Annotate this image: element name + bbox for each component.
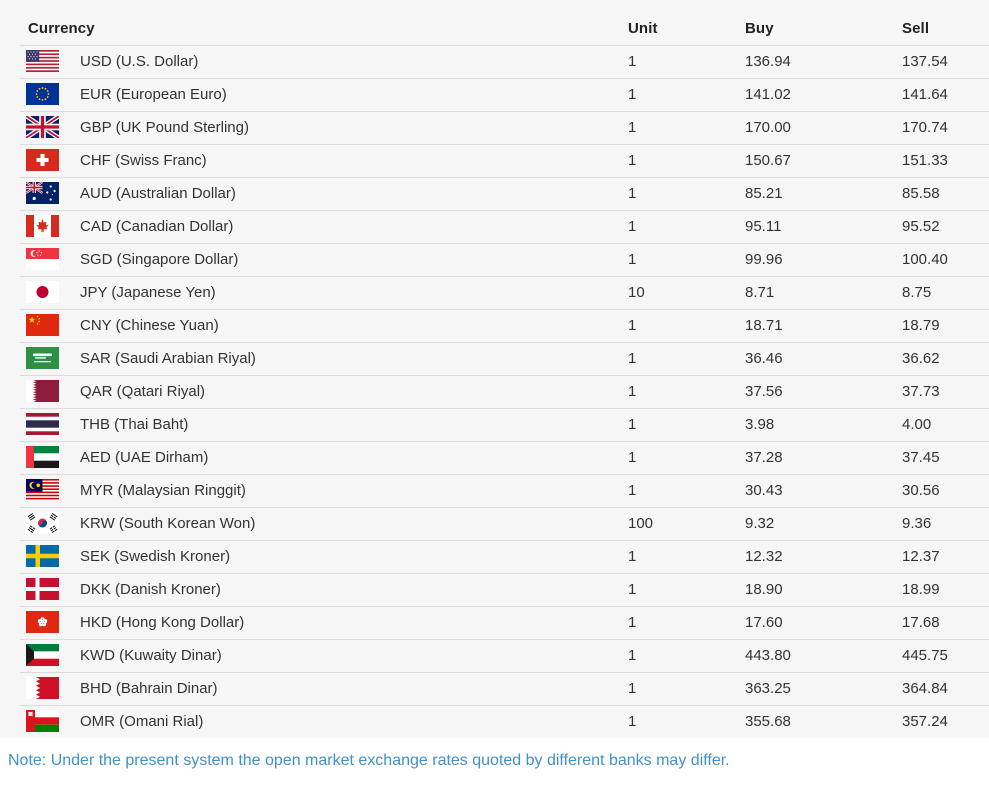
- sell-rate: 37.73: [902, 383, 940, 400]
- au-flag-icon: [26, 182, 59, 204]
- currency-name: KRW (South Korean Won): [80, 515, 256, 532]
- table-row: [0, 276, 989, 309]
- buy-rate: 95.11: [745, 218, 782, 235]
- my-flag-icon: [26, 479, 59, 501]
- sell-rate: 364.84: [902, 680, 948, 697]
- table-row: [0, 45, 989, 78]
- unit-value: 1: [628, 86, 637, 103]
- buy-rate: 99.96: [745, 251, 783, 268]
- currency-name: MYR (Malaysian Ringgit): [80, 482, 246, 499]
- sell-rate: 30.56: [902, 482, 940, 499]
- buy-rate: 150.67: [745, 152, 791, 169]
- unit-value: 10: [628, 284, 645, 301]
- currency-name: OMR (Omani Rial): [80, 713, 204, 730]
- sell-rate: 12.37: [902, 548, 940, 565]
- sell-rate: 151.33: [902, 152, 948, 169]
- currency-name: THB (Thai Baht): [80, 416, 189, 433]
- currency-name: USD (U.S. Dollar): [80, 53, 199, 70]
- currency-name: EUR (European Euro): [80, 86, 227, 103]
- buy-rate: 141.02: [745, 86, 791, 103]
- unit-value: 1: [628, 350, 637, 367]
- currency-name: SEK (Swedish Kroner): [80, 548, 231, 565]
- unit-value: 1: [628, 317, 637, 334]
- currency-name: HKD (Hong Kong Dollar): [80, 614, 245, 631]
- currency-name: CAD (Canadian Dollar): [80, 218, 234, 235]
- buy-rate: 18.90: [745, 581, 783, 598]
- gb-flag-icon: [26, 116, 59, 138]
- buy-rate: 36.46: [745, 350, 783, 367]
- sell-rate: 445.75: [902, 647, 948, 664]
- unit-value: 1: [628, 383, 637, 400]
- th-flag-icon: [26, 413, 59, 435]
- unit-value: 1: [628, 482, 637, 499]
- dk-flag-icon: [26, 578, 59, 600]
- table-row: [0, 144, 989, 177]
- sell-rate: 17.68: [902, 614, 940, 631]
- unit-value: 1: [628, 152, 637, 169]
- unit-value: 1: [628, 713, 637, 730]
- table-row: [0, 243, 989, 276]
- table-row: [0, 474, 989, 507]
- table-header-row: [0, 0, 989, 45]
- table-row: [0, 573, 989, 606]
- table-row: [0, 441, 989, 474]
- us-flag-icon: [26, 50, 59, 72]
- unit-value: 1: [628, 251, 637, 268]
- kr-flag-icon: [26, 512, 59, 534]
- sell-rate: 9.36: [902, 515, 932, 532]
- buy-rate: 85.21: [745, 185, 783, 202]
- currency-name: BHD (Bahrain Dinar): [80, 680, 218, 697]
- buy-rate: 9.32: [745, 515, 775, 532]
- sell-rate: 100.40: [902, 251, 948, 268]
- kw-flag-icon: [26, 644, 59, 666]
- table-row: [0, 111, 989, 144]
- buy-rate: 17.60: [745, 614, 783, 631]
- sell-rate: 37.45: [902, 449, 940, 466]
- currency-column-header: Currency: [28, 20, 95, 37]
- buy-rate: 12.32: [745, 548, 783, 565]
- hk-flag-icon: [26, 611, 59, 633]
- buy-column-header: Buy: [745, 20, 774, 37]
- table-body: [0, 45, 989, 738]
- currency-name: SGD (Singapore Dollar): [80, 251, 239, 268]
- se-flag-icon: [26, 545, 59, 567]
- unit-value: 1: [628, 185, 637, 202]
- table-row: [0, 309, 989, 342]
- note-text: Note: Under the present system the open market exchange rates quoted by different banks may differ.: [8, 752, 730, 769]
- om-flag-icon: [26, 710, 59, 732]
- qa-flag-icon: [26, 380, 59, 402]
- sg-flag-icon: [26, 248, 59, 270]
- sell-rate: 357.24: [902, 713, 948, 730]
- table-row: [0, 375, 989, 408]
- ae-flag-icon: [26, 446, 59, 468]
- table-row: [0, 606, 989, 639]
- sell-rate: 18.79: [902, 317, 940, 334]
- sa-flag-icon: [26, 347, 59, 369]
- table-row: [0, 672, 989, 705]
- unit-value: 100: [628, 515, 654, 532]
- buy-rate: 37.56: [745, 383, 783, 400]
- currency-name: JPY (Japanese Yen): [80, 284, 216, 301]
- table-row: [0, 408, 989, 441]
- buy-rate: 30.43: [745, 482, 783, 499]
- table-row: [0, 177, 989, 210]
- sell-rate: 18.99: [902, 581, 940, 598]
- unit-value: 1: [628, 548, 637, 565]
- table-row: [0, 210, 989, 243]
- unit-value: 1: [628, 581, 637, 598]
- unit-value: 1: [628, 53, 637, 70]
- currency-name: SAR (Saudi Arabian Riyal): [80, 350, 256, 367]
- unit-value: 1: [628, 680, 637, 697]
- unit-value: 1: [628, 416, 637, 433]
- table-row: [0, 78, 989, 111]
- buy-rate: 37.28: [745, 449, 783, 466]
- buy-rate: 355.68: [745, 713, 791, 730]
- currency-name: AED (UAE Dirham): [80, 449, 209, 466]
- unit-value: 1: [628, 614, 637, 631]
- currency-name: AUD (Australian Dollar): [80, 185, 236, 202]
- ch-flag-icon: [26, 149, 59, 171]
- unit-column-header: Unit: [628, 20, 658, 37]
- buy-rate: 443.80: [745, 647, 791, 664]
- currency-name: CNY (Chinese Yuan): [80, 317, 219, 334]
- currency-name: DKK (Danish Kroner): [80, 581, 221, 598]
- currency-name: KWD (Kuwaity Dinar): [80, 647, 222, 664]
- ca-flag-icon: [26, 215, 59, 237]
- sell-rate: 36.62: [902, 350, 940, 367]
- eu-flag-icon: [26, 83, 59, 105]
- buy-rate: 8.71: [745, 284, 775, 301]
- sell-rate: 8.75: [902, 284, 932, 301]
- unit-value: 1: [628, 119, 637, 136]
- sell-rate: 141.64: [902, 86, 948, 103]
- bh-flag-icon: [26, 677, 59, 699]
- sell-rate: 137.54: [902, 53, 948, 70]
- sell-column-header: Sell: [902, 20, 930, 37]
- unit-value: 1: [628, 218, 637, 235]
- jp-flag-icon: [26, 281, 59, 303]
- sell-rate: 85.58: [902, 185, 940, 202]
- sell-rate: 4.00: [902, 416, 932, 433]
- buy-rate: 363.25: [745, 680, 791, 697]
- currency-name: GBP (UK Pound Sterling): [80, 119, 249, 136]
- table-row: [0, 507, 989, 540]
- cn-flag-icon: [26, 314, 59, 336]
- table-row: [0, 705, 989, 738]
- buy-rate: 136.94: [745, 53, 791, 70]
- buy-rate: 3.98: [745, 416, 775, 433]
- buy-rate: 170.00: [745, 119, 791, 136]
- sell-rate: 95.52: [902, 218, 940, 235]
- currency-name: CHF (Swiss Franc): [80, 152, 207, 169]
- unit-value: 1: [628, 647, 637, 664]
- table-row: [0, 540, 989, 573]
- table-row: [0, 639, 989, 672]
- unit-value: 1: [628, 449, 637, 466]
- currency-name: QAR (Qatari Riyal): [80, 383, 206, 400]
- table-row: [0, 342, 989, 375]
- buy-rate: 18.71: [745, 317, 783, 334]
- sell-rate: 170.74: [902, 119, 948, 136]
